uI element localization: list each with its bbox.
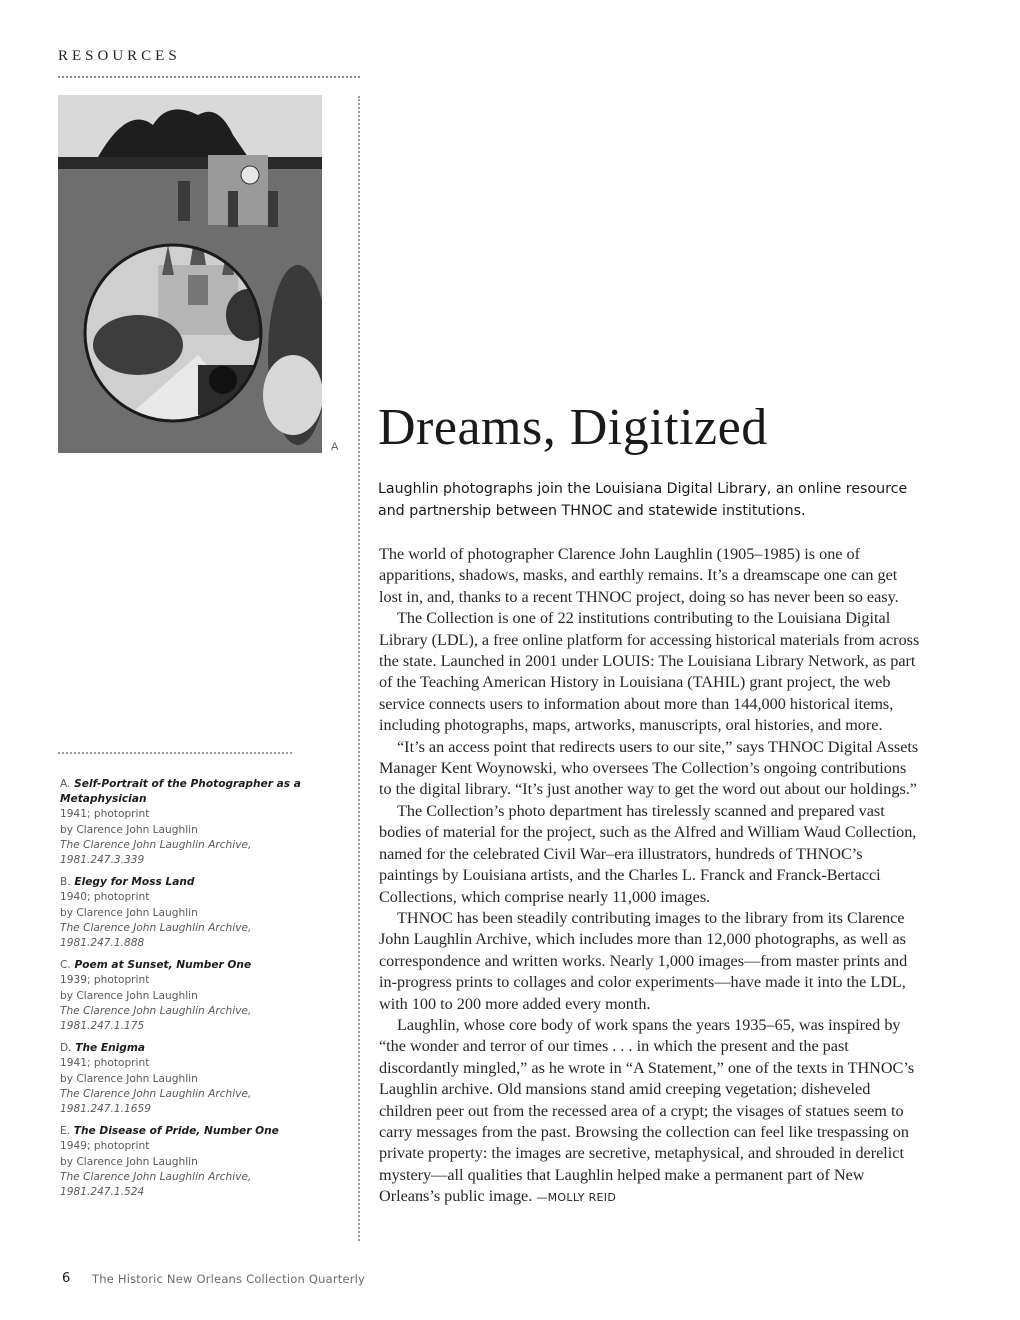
footer-page-number: 6 <box>62 1271 71 1286</box>
caption-credit: by Clarence John Laughlin <box>60 906 198 919</box>
article-headline: Dreams, Digitized <box>378 399 768 456</box>
figure-letter: A <box>331 441 339 453</box>
caption-letter: B. <box>60 876 71 889</box>
caption-title: Elegy for Moss Land <box>74 876 195 889</box>
caption-a <box>60 777 320 868</box>
caption-letter: D. <box>60 1042 72 1055</box>
caption-title: Self-Portrait of the Photographer as a Metaphysician <box>60 778 301 806</box>
caption-e <box>60 1124 320 1200</box>
caption-collection: The Clarence John Laughlin Archive, <box>60 1087 252 1100</box>
caption-details: 1940; photoprint <box>60 891 150 904</box>
body-paragraph-text: Laughlin, whose core body of work spans the years 1935–65, was inspired by “the wonder and terror of our times . . . in which the present and the past discordantly mingled,” as he wrote in “A Statement,” one of the texts in THNOC’s Laughlin archive. Old mansions stand amid creeping vegetation; disheveled children peer out from the recessed area of a crypt; the visages of statues seem to carry messages from the past. Browsing the collection can feel like trespassing on private property: the images are secretive, metaphysical, and shrouded in derelict mystery—all qualities that Laughlin helped make a permanent part of New Orleans’s public image. <box>379 1015 915 1206</box>
caption-accession: 1981.247.1.888 <box>60 937 145 950</box>
body-paragraph: THNOC has been steadily contributing images to the library from its Clarence John Laughlin Archive, which includes more than 12,000 photographs, as well as correspondence and written works. Nearly 1,000 images—from master prints and in-progress prints to collages and color experiments—have made it into the LDL, with 100 to 200 more added every month. <box>379 908 908 1013</box>
caption-collection: The Clarence John Laughlin Archive, <box>60 838 252 851</box>
caption-details: 1939; photoprint <box>60 974 150 987</box>
body-paragraph: The Collection is one of 22 institutions contributing to the Louisiana Digital Library (LDL), a free online platform for accessing historical materials from across the state. Launched in 2001 under LOUIS: The Louisiana Library Network, as part of the Teaching American History in Louisiana (TAHIL) grant project, the web service connects users to information about more than 144,000 historical items, including photographs, maps, artworks, manuscripts, oral histories, and more. <box>379 609 920 735</box>
article-body <box>379 544 921 1209</box>
caption-letter: E. <box>60 1125 71 1138</box>
body-paragraph-last <box>379 1015 921 1209</box>
caption-title: Poem at Sunset, Number One <box>74 959 252 972</box>
footer-publication: The Historic New Orleans Collection Quarterly <box>92 1272 366 1286</box>
caption-credit: by Clarence John Laughlin <box>60 1072 198 1085</box>
photograph-image <box>58 95 322 453</box>
caption-d <box>60 1041 320 1117</box>
article-deck: Laughlin photographs join the Louisiana Digital Library, an online resource and partnership between THNOC and statewide institutions. <box>378 481 908 519</box>
caption-letter: C. <box>60 959 71 972</box>
caption-letter: A. <box>60 778 71 790</box>
caption-accession: 1981.247.3.339 <box>60 854 145 867</box>
caption-credit: by Clarence John Laughlin <box>60 989 198 1002</box>
caption-c <box>60 958 320 1034</box>
caption-title: The Disease of Pride, Number One <box>73 1125 279 1138</box>
caption-accession: 1981.247.1.175 <box>60 1020 145 1033</box>
body-paragraph: The world of photographer Clarence John Laughlin (1905–1985) is one of apparitions, shadows, masks, and earthly remains. It’s a dreamscape one can get lost in, and, thanks to a recent THNOC project, doing so has never been so easy. <box>379 545 899 606</box>
caption-collection: The Clarence John Laughlin Archive, <box>60 921 252 934</box>
caption-title: The Enigma <box>75 1042 146 1055</box>
column-divider <box>358 96 360 1241</box>
caption-collection: The Clarence John Laughlin Archive, <box>60 1170 252 1183</box>
caption-dotted-rule <box>58 752 292 754</box>
caption-accession: 1981.247.1.524 <box>60 1186 145 1199</box>
byline: —MOLLY REID <box>536 1191 617 1205</box>
caption-credit: by Clarence John Laughlin <box>60 1155 198 1168</box>
captions <box>60 777 320 1207</box>
body-paragraph: The Collection’s photo department has tirelessly scanned and prepared vast bodies of material for the project, such as the Alfred and William Waud Collection, named for the celebrated Civil War–era illustrators, hundreds of THNOC’s paintings by Louisiana artists, and the Charles L. Franck and Franck-Bertacci Collections, which comprise nearly 11,000 images. <box>379 801 917 906</box>
body-paragraph: “It’s an access point that redirects users to our site,” says THNOC Digital Assets Manager Kent Woynowski, who oversees The Collection’s ongoing contributions to the digital library. “It’s just another way to get the word out about our holdings.” <box>379 737 919 799</box>
caption-credit: by Clarence John Laughlin <box>60 823 198 836</box>
caption-details: 1941; photoprint <box>60 1057 150 1070</box>
top-dotted-rule <box>58 76 360 78</box>
caption-collection: The Clarence John Laughlin Archive, <box>60 1004 252 1017</box>
section-label: RESOURCES <box>58 48 181 64</box>
caption-accession: 1981.247.1.1659 <box>60 1103 151 1116</box>
caption-details: 1949; photoprint <box>60 1140 150 1153</box>
caption-b <box>60 875 320 951</box>
caption-details: 1941; photoprint <box>60 808 150 821</box>
photograph-self-portrait <box>58 95 322 453</box>
